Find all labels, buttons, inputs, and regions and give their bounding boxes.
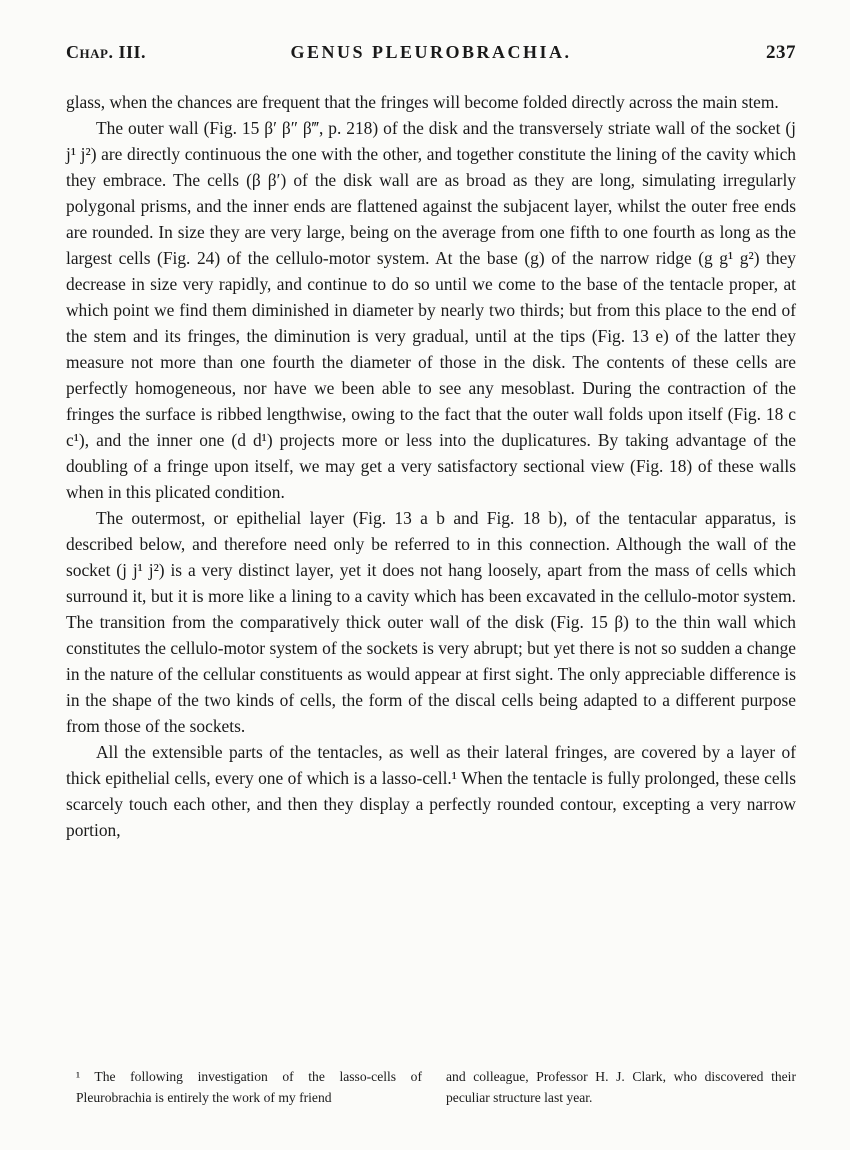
footnote-right: and colleague, Professor H. J. Clark, who discovered their peculiar structure last year. [446,1069,796,1105]
running-title: GENUS PLEUROBRACHIA. [290,42,572,62]
chapter-label: Chap. III. [66,42,146,62]
page-number: 237 [766,42,796,63]
body-text [66,89,796,843]
paragraph: The outermost, or epithelial layer (Fig. 13 a b and Fig. 18 b), of the tentacular apparatus, is described below, and therefore need only be referred to in this connection. Although the wall of the socket (j j¹ j²) is a very distinct layer, yet it does not hang loosely, apart from the mass of cells which surround it, but it is more like a lining to a cavity which has been excavated in the cellulo-motor system. The transition from the comparatively thick outer wall of the disk (Fig. 15 β) to the thin wall which constitutes the cellulo-motor system of the sockets is very abrupt; but yet there is not so sudden a change in the nature of the cellular constituents as would appear at first sight. The only appreciable difference is in the shape of the two kinds of cells, the form of the discal cells being adapted to a different purpose from those of the sockets. [66,508,796,736]
paragraph: All the extensible parts of the tentacles, as well as their lateral fringes, are covered by a layer of thick epithelial cells, every one of which is a lasso-cell.¹ When the tentacle is fully prolonged, these cells scarcely touch each other, and then they display a perfectly rounded contour, excepting a very narrow portion, [66,742,796,840]
running-header [66,42,796,70]
paragraph: glass, when the chances are frequent that the fringes will become folded directly across the main stem. [66,92,779,112]
paragraph: The outer wall (Fig. 15 β′ β″ β‴, p. 218) of the disk and the transversely striate wall of the socket (j j¹ j²) are directly continuous the one with the other, and together constitute the lining of the cavity which they embrace. The cells (β β′) of the disk wall are as broad as they are long, simulating irregularly polygonal prisms, and the inner ends are flattened against the subjacent layer, whilst the outer free ends are rounded. In size they are very large, being on the average from one fifth to one fourth as long as the largest cells (Fig. 24) of the cellulo-motor system. At the base (g) of the narrow ridge (g g¹ g²) they decrease in size very rapidly, and continue to do so until we come to the base of the tentacle proper, at which point we find them diminished in diameter by nearly two thirds; but from this place to the end of the stem and its fringes, the diminution is very gradual, until at the tips (Fig. 13 e) of the latter they measure not more than one fourth the diameter of those in the disk. The contents of these cells are perfectly homogeneous, nor have we been able to see any mesoblast. During the contraction of the fringes the surface is ribbed lengthwise, owing to the fact that the outer wall folds upon itself (Fig. 18 c c¹), and the inner one (d d¹) projects more or less into the duplicatures. By taking advantage of the doubling of a fringe upon itself, we may get a very satisfactory sectional view (Fig. 18) of these walls when in this plicated condition. [66,118,796,502]
footnote-left: ¹ The following investigation of the lasso-cells of Pleurobrachia is entirely the work of my friend [76,1069,422,1105]
